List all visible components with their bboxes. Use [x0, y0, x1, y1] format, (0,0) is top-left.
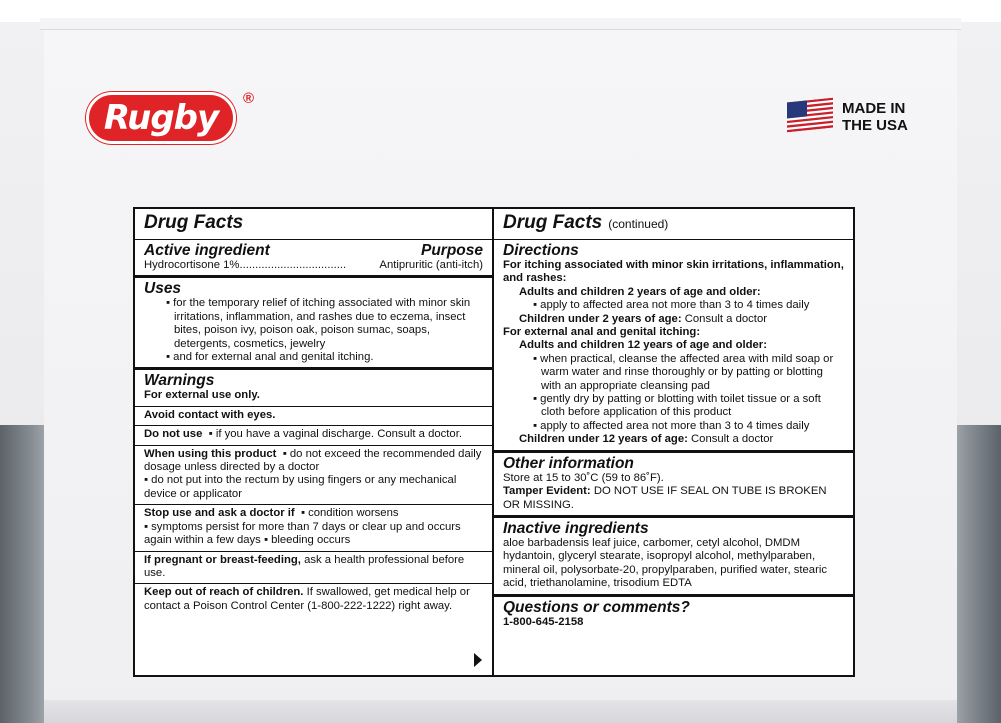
- continued-label: (continued): [608, 217, 669, 231]
- other-information-section: [494, 453, 853, 518]
- stop-use-section: [135, 505, 492, 551]
- directions-title: Directions: [503, 242, 579, 259]
- questions-phone: 1-800-645-2158: [503, 615, 584, 628]
- drug-facts-header: Drug Facts: [135, 209, 492, 240]
- when-using-item: ▪ do not put into the rectum by using fingers or any mechanical device or applicator: [144, 474, 456, 499]
- stop-use-item: ▪ bleeding occurs: [264, 534, 350, 546]
- drug-facts-left-column: [135, 209, 494, 675]
- tamper-label: Tamper Evident:: [503, 485, 591, 498]
- stop-use-label: Stop use and ask a doctor if: [144, 507, 295, 520]
- made-line-2: THE USA: [842, 117, 908, 134]
- other-information-title: Other information: [503, 454, 634, 472]
- uses-item: ▪ and for external anal and genital itching.: [144, 351, 483, 364]
- active-ingredient-value: Hydrocortisone 1%..................................: [144, 259, 347, 271]
- adults-2-item: ▪ apply to affected area not more than 3 to 4 times daily: [503, 299, 844, 312]
- stop-use-item: ▪ symptoms persist for more than 7 days or clear up and occurs again within a few days: [144, 521, 461, 546]
- questions-title: Questions or comments?: [503, 598, 690, 616]
- adults-12-item: ▪ when practical, cleanse the affected area with mild soap or warm water and rinse thoroughly or by patting or blotting with an appropriate cleansing pad: [503, 353, 844, 393]
- purpose-title: Purpose: [420, 242, 483, 259]
- drug-facts-right-column: [494, 209, 853, 675]
- logo-text: Rugby: [103, 98, 219, 138]
- drug-facts-continued-header: Drug Facts (continued): [494, 209, 853, 240]
- continued-arrow-icon: [474, 653, 482, 667]
- registered-mark: ®: [243, 90, 255, 107]
- package-side-right: [953, 425, 1001, 723]
- inactive-ingredients-section: [494, 518, 853, 597]
- under-2-text: Consult a doctor: [684, 312, 767, 325]
- made-in-usa: [842, 100, 908, 134]
- adults-12-item: ▪ gently dry by patting or blotting with toilet tissue or a soft cloth before application of this product: [503, 393, 844, 420]
- purpose-value: Antipruritic (anti-itch): [379, 259, 483, 271]
- pregnant-label: If pregnant or breast-feeding,: [144, 553, 301, 566]
- questions-section: [494, 597, 853, 632]
- warnings-section: [135, 370, 492, 406]
- keep-out-label: Keep out of reach of children.: [144, 586, 304, 599]
- active-ingredient-section: [135, 240, 492, 278]
- avoid-contact-text: Avoid contact with eyes.: [144, 408, 276, 421]
- uses-section: [135, 278, 492, 370]
- storage-text: Store at 15 to 30˚C (59 to 86˚F).: [503, 471, 664, 484]
- inactive-ingredients-title: Inactive ingredients: [503, 519, 649, 537]
- when-using-label: When using this product: [144, 447, 277, 460]
- inactive-ingredients-text: aloe barbadensis leaf juice, carbomer, cetyl alcohol, DMDM hydantoin, glyceryl stearate, isopropyl alcohol, methylparaben, mineral oil, polysorbate-20, propylparaben, purified water, stearic acid, triethanolamine, trisodium EDTA: [503, 536, 828, 590]
- under-2-label: Children under 2 years of age:: [519, 312, 682, 325]
- rugby-logo: [86, 92, 236, 144]
- pregnant-text: ask a health professional before use.: [144, 553, 465, 579]
- drug-facts-panel: [133, 207, 855, 677]
- adults-12-label: Adults and children 12 years of age and older:: [519, 339, 767, 352]
- adults-12-item: ▪ apply to affected area not more than 3 to 4 times daily: [503, 420, 844, 433]
- under-12-text: Consult a doctor: [691, 433, 774, 446]
- pregnant-section: [135, 552, 492, 585]
- do-not-use-section: [135, 426, 492, 445]
- directions-section: [494, 240, 853, 453]
- anal-itching-label: For external anal and genital itching:: [503, 326, 701, 339]
- uses-item: ▪ for the temporary relief of itching associated with minor skin irritations, inflammation, and rashes due to eczema, insect bites, poison ivy, poison oak, poison sumac, soaps, detergents, cosmetics, jewelry: [144, 297, 483, 351]
- do-not-use-text: ▪ if you have a vaginal discharge. Consult a doctor.: [209, 428, 462, 440]
- minor-irritations-label: For itching associated with minor skin irritations, inflammation, and rashes:: [503, 259, 844, 285]
- avoid-contact-section: [135, 407, 492, 426]
- do-not-use-label: Do not use: [144, 428, 203, 441]
- external-use-text: For external use only.: [144, 389, 260, 402]
- keep-out-section: [135, 584, 492, 675]
- tamper-text: DO NOT USE IF SEAL ON TUBE IS BROKEN OR MISSING.: [503, 485, 827, 511]
- under-12-label: Children under 12 years of age:: [519, 433, 688, 446]
- warnings-title: Warnings: [144, 372, 215, 390]
- when-using-section: [135, 446, 492, 506]
- us-flag-icon: [787, 98, 833, 133]
- package-bottom-edge: [44, 700, 957, 723]
- package-side-left: [0, 425, 48, 723]
- keep-out-text: If swallowed, get medical help or contact a Poison Control Center (1-800-222-1222) right away.: [144, 586, 470, 612]
- package-tab: [40, 18, 961, 30]
- active-ingredient-title: Active ingredient: [144, 242, 270, 259]
- adults-2-label: Adults and children 2 years of age and older:: [519, 285, 761, 298]
- when-using-item: ▪ do not exceed the recommended daily dosage unless directed by a doctor: [144, 448, 481, 473]
- uses-title: Uses: [144, 280, 182, 298]
- made-line-1: MADE IN: [842, 100, 906, 117]
- stop-use-item: ▪ condition worsens: [301, 507, 399, 519]
